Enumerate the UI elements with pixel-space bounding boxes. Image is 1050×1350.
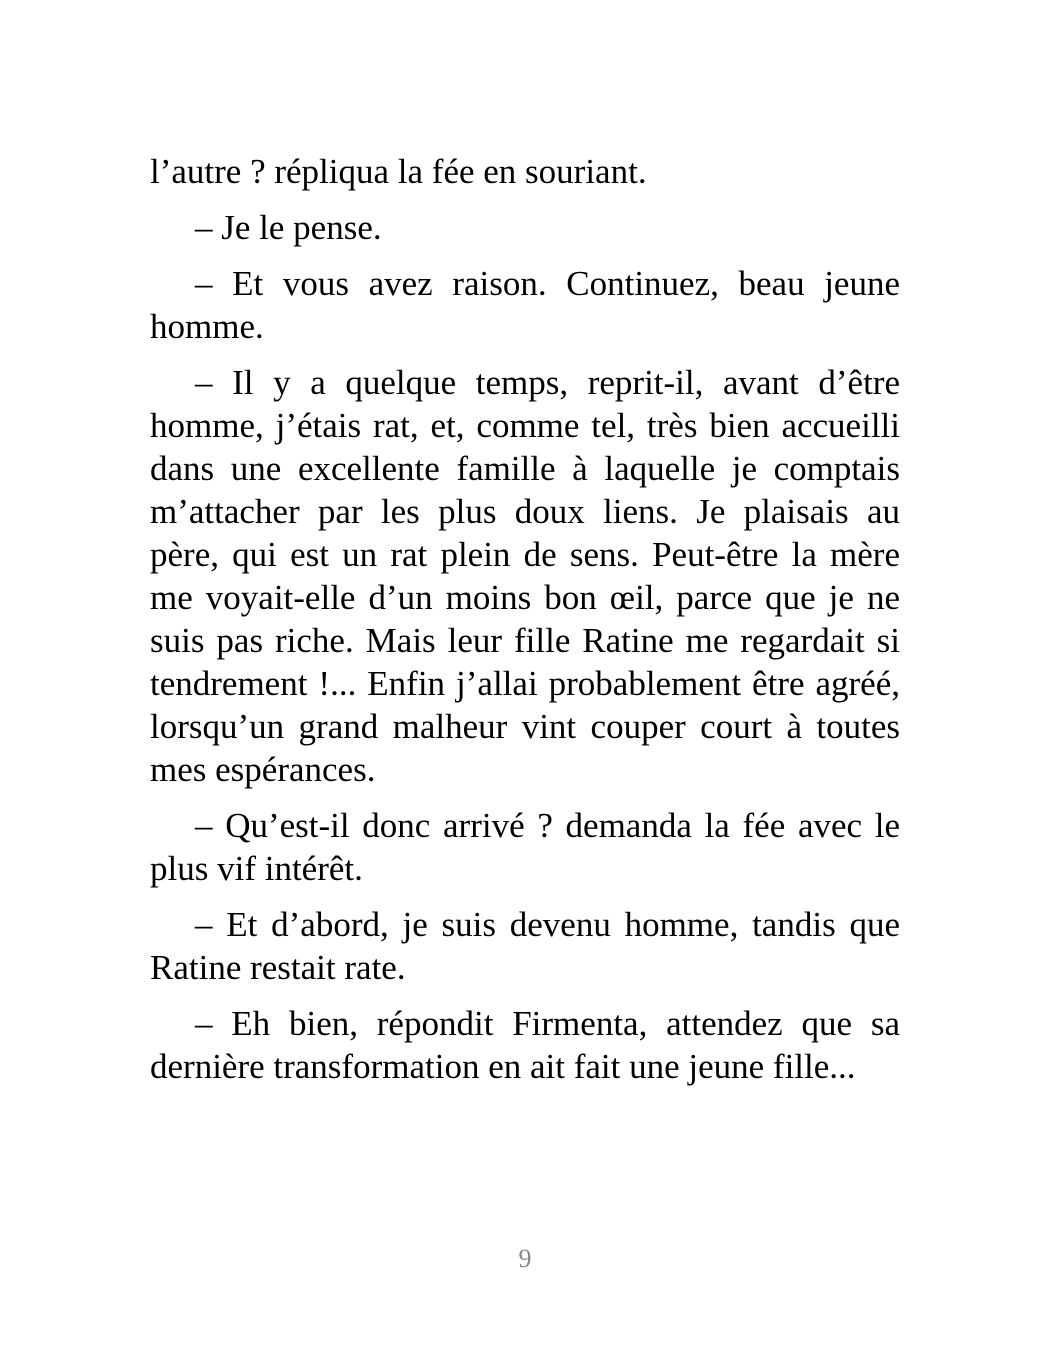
paragraph-4: – Il y a quelque temps, reprit-il, avant d’être homme, j’étais rat, et, comme tel, très bien accueilli dans une excellente famille à laquelle je comptais m’attacher par les plus doux liens. Je plaisais au père, qui est un rat plein de sens. Peut-être la mère me voyait-elle d’un moins bon œil, parce que je ne suis pas riche. Mais leur fille Ratine me regardait si tendrement !... Enfin j’allai probablement être agréé, lorsqu’un grand malheur vint couper court à toutes mes espérances. — [150, 363, 900, 789]
paragraph-2: – Je le pense. — [195, 208, 382, 247]
paragraph-5: – Qu’est-il donc arrivé ? demanda la fée avec le plus vif intérêt. — [150, 806, 900, 888]
page-number: 9 — [518, 1244, 532, 1273]
page-body — [150, 150, 900, 1101]
paragraph-3: – Et vous avez raison. Continuez, beau jeune homme. — [150, 264, 900, 346]
paragraph-1: l’autre ? répliqua la fée en souriant. — [150, 152, 647, 191]
paragraph-7: – Eh bien, répondit Firmenta, attendez que sa dernière transformation en ait fait une jeune fille... — [150, 1004, 900, 1086]
paragraph-6: – Et d’abord, je suis devenu homme, tandis que Ratine restait rate. — [150, 905, 900, 987]
